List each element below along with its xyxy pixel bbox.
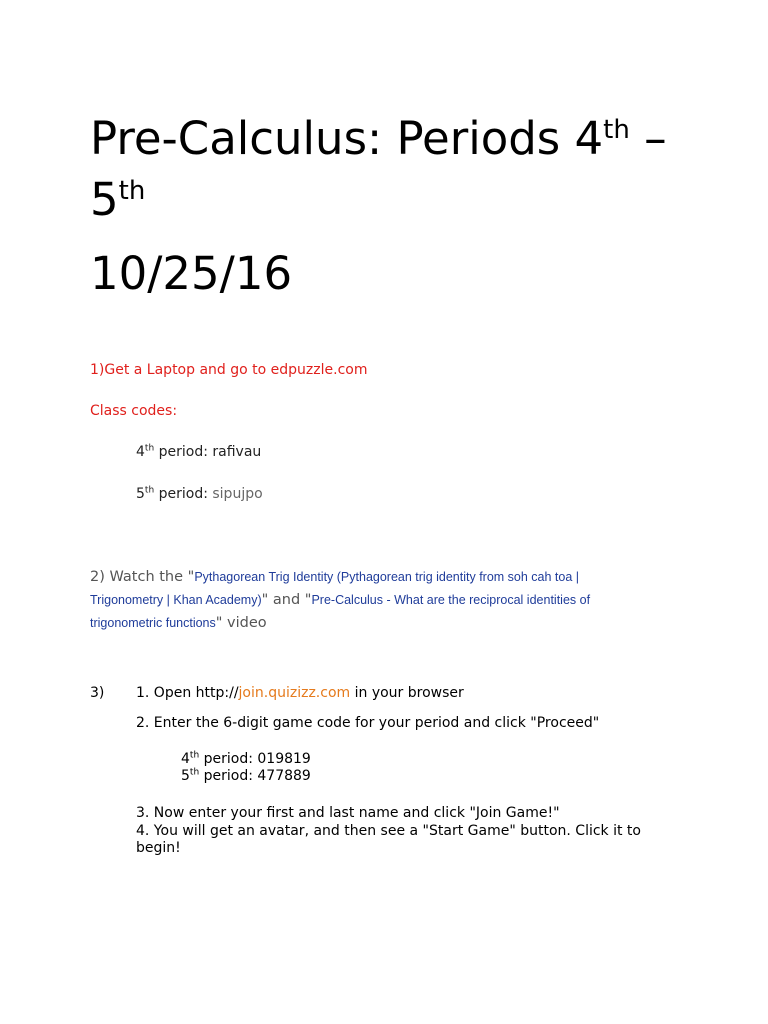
step1-instruction: 1)Get a Laptop and go to edpuzzle.com — [90, 362, 368, 378]
title-superscript: th — [603, 115, 630, 145]
quizizz-link[interactable]: join.quizizz.com — [238, 685, 351, 701]
step2-middle: " and " — [261, 592, 312, 608]
step3-number: 3) — [90, 685, 105, 701]
step2-prefix: 2) Watch the " — [90, 569, 195, 585]
class-code-value: rafivau — [212, 444, 262, 460]
class-codes-label: Class codes: — [90, 403, 178, 419]
step2-suffix: " video — [215, 615, 267, 631]
game-code-4th: 4th period: 019819 — [181, 750, 311, 767]
page-title-line2 — [90, 173, 146, 226]
game-code-value: 019819 — [257, 751, 311, 767]
class-code-5th: 5th period: sipujpo — [136, 485, 263, 502]
step3-enter-code: 2. Enter the 6-digit game code for your period and click "Proceed" — [136, 715, 600, 731]
step3-open-url: 1. Open http://join.quizizz.com in your browser — [136, 685, 464, 701]
video2-link[interactable]: Pre-Calculus - What are the reciprocal identities of trigonometric functions — [90, 593, 591, 630]
date: 10/25/16 — [90, 247, 293, 300]
step3-enter-name: 3. Now enter your first and last name and click "Join Game!" — [136, 805, 560, 821]
game-code-5th: 5th period: 477889 — [181, 767, 311, 784]
title-dash: – — [629, 112, 667, 165]
title-main: Pre-Calculus: Periods 4 — [90, 112, 604, 165]
page-title — [90, 112, 667, 165]
class-code-value: sipujpo — [212, 486, 263, 502]
title-line2: 5 — [90, 173, 119, 226]
step2-paragraph — [90, 566, 650, 635]
class-code-4th: 4th period: rafivau — [136, 443, 262, 460]
step3-start-game: 4. You will get an avatar, and then see a "Start Game" button. Click it to begin! — [136, 823, 641, 856]
title-line2-superscript: th — [118, 176, 146, 206]
game-code-value: 477889 — [257, 768, 311, 784]
video1-link[interactable]: Pythagorean Trig Identity (Pythagorean trig identity from soh cah toa | Trigonometry | Khan Academy) — [90, 570, 580, 607]
